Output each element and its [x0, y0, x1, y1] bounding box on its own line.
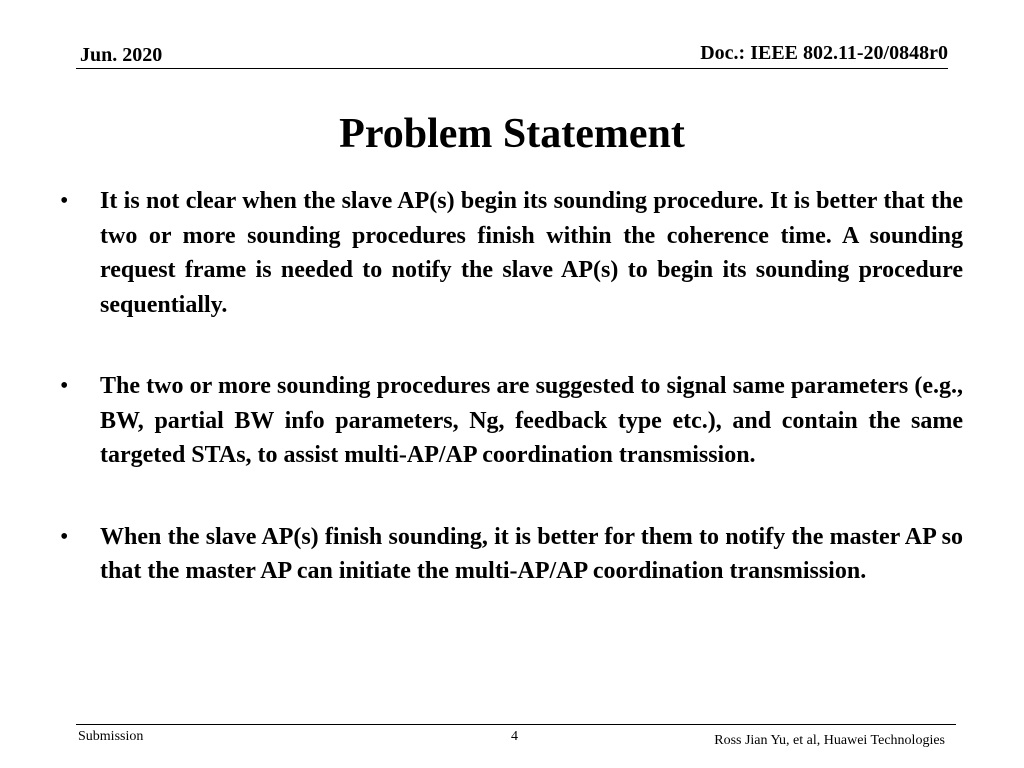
- bullet-dot-icon: •: [60, 373, 69, 399]
- bullet-text: It is not clear when the slave AP(s) begin its sounding procedure. It is better that the two or more sounding procedures finish within the coherence time. A sounding request frame is needed to notify the slave AP(s) to begin its sounding procedure sequentially.: [100, 188, 963, 318]
- header-doc-id: Doc.: IEEE 802.11-20/0848r0: [700, 42, 948, 64]
- slide-title: Problem Statement: [339, 111, 685, 157]
- bullet-dot-icon: •: [60, 523, 69, 550]
- footer-author: Ross Jian Yu, et al, Huawei Technologies: [714, 733, 945, 748]
- header-divider: [76, 68, 948, 69]
- bullet-dot-icon: •: [60, 188, 69, 214]
- header-date: Jun. 2020: [80, 44, 163, 66]
- bullet-item: [60, 184, 963, 322]
- footer-submission-label: Submission: [78, 729, 144, 744]
- bullet-text: The two or more sounding procedures are suggested to signal same parameters (e.g., BW, partial BW info parameters, Ng, feedback type etc.), and contain the same targeted STAs, to assist multi-AP/AP coordination transmission.: [100, 373, 963, 468]
- bullet-text: When the slave AP(s) finish sounding, it is better for them to notify the master AP so that the master AP can initiate the multi-AP/AP coordination transmission.: [100, 523, 963, 584]
- bullet-item: [60, 369, 963, 473]
- footer-page-number: 4: [511, 729, 518, 744]
- bullet-list: [60, 184, 963, 589]
- bullet-item: [60, 520, 963, 589]
- footer-divider: [76, 724, 956, 725]
